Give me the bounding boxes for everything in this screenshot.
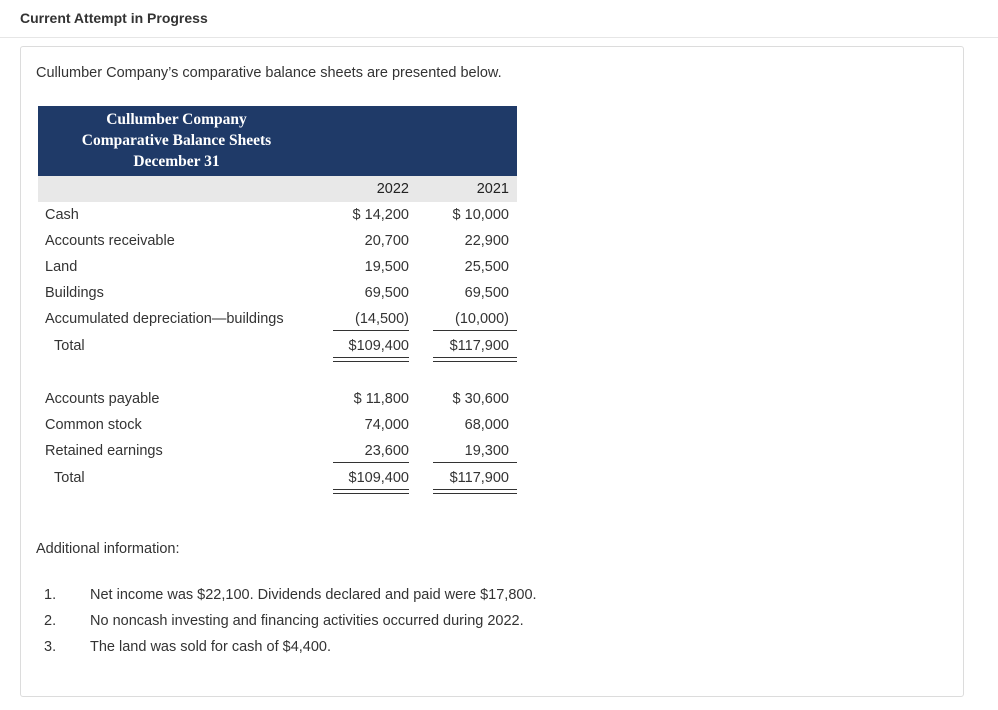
total-double-rule-2021 [433, 357, 517, 362]
row-label: Total [54, 338, 85, 354]
attempt-header [0, 0, 998, 38]
subtotal-rule-2022 [333, 330, 409, 331]
table-row [38, 306, 517, 332]
additional-info-heading: Additional information: [36, 541, 180, 557]
table-row [38, 280, 517, 306]
value-2022: 74,000 [364, 417, 409, 433]
subtotal-rule-2022 [333, 462, 409, 463]
value-2022: (14,500) [354, 311, 409, 327]
table-row [38, 412, 517, 438]
value-2022: 20,700 [364, 233, 409, 249]
statement-date: December 31 [133, 153, 220, 170]
year-header-row [38, 176, 517, 202]
list-text: Net income was $22,100. Dividends declared and paid were $17,800. [90, 587, 537, 603]
value-2022: 19,500 [364, 259, 409, 275]
list-text: No noncash investing and financing activities occurred during 2022. [90, 613, 524, 629]
question-intro: Cullumber Company’s comparative balance sheets are presented below. [36, 65, 502, 81]
total-double-rule-2021 [433, 489, 517, 494]
value-2021: 22,900 [464, 233, 509, 249]
value-2021: $117,900 [449, 338, 509, 354]
year-2022-header: 2022 [376, 181, 409, 197]
row-label: Cash [45, 207, 79, 223]
assets-total-row [38, 333, 517, 359]
table-row [38, 254, 517, 280]
total-double-rule-2022 [333, 489, 409, 494]
table-row [38, 228, 517, 254]
row-label: Accumulated depreciation—buildings [45, 311, 284, 327]
value-2022: 23,600 [364, 443, 409, 459]
statement-name: Comparative Balance Sheets [81, 132, 272, 149]
value-2022: 69,500 [364, 285, 409, 301]
row-label: Common stock [45, 417, 142, 433]
value-2021: $ 30,600 [452, 391, 509, 407]
liabilities-total-row [38, 465, 517, 491]
row-label: Total [54, 470, 85, 486]
value-2022: $ 11,800 [353, 391, 409, 407]
value-2022: $109,400 [348, 338, 409, 354]
attempt-status-title: Current Attempt in Progress [20, 10, 208, 26]
table-row [38, 386, 517, 412]
table-row [38, 202, 517, 228]
value-2021: (10,000) [454, 311, 509, 327]
row-label: Accounts payable [45, 391, 160, 407]
value-2021: $117,900 [449, 470, 509, 486]
table-row [38, 438, 517, 464]
year-2021-header: 2021 [476, 181, 509, 197]
balance-sheet-heading [38, 106, 517, 176]
value-2021: 19,300 [464, 443, 509, 459]
list-text: The land was sold for cash of $4,400. [90, 639, 332, 655]
list-number: 2. [44, 613, 57, 629]
subtotal-rule-2021 [433, 330, 517, 331]
value-2022: $ 14,200 [352, 207, 409, 223]
value-2021: 69,500 [464, 285, 509, 301]
question-card [20, 46, 964, 697]
list-number: 3. [44, 639, 57, 655]
company-name: Cullumber Company [106, 111, 247, 128]
subtotal-rule-2021 [433, 462, 517, 463]
row-label: Land [45, 259, 78, 275]
row-label: Buildings [45, 285, 104, 301]
list-number: 1. [44, 587, 57, 603]
value-2021: 68,000 [464, 417, 509, 433]
total-double-rule-2022 [333, 357, 409, 362]
value-2022: $109,400 [348, 470, 409, 486]
value-2021: 25,500 [464, 259, 509, 275]
row-label: Retained earnings [45, 443, 163, 459]
value-2021: $ 10,000 [452, 207, 509, 223]
row-label: Accounts receivable [45, 233, 175, 249]
